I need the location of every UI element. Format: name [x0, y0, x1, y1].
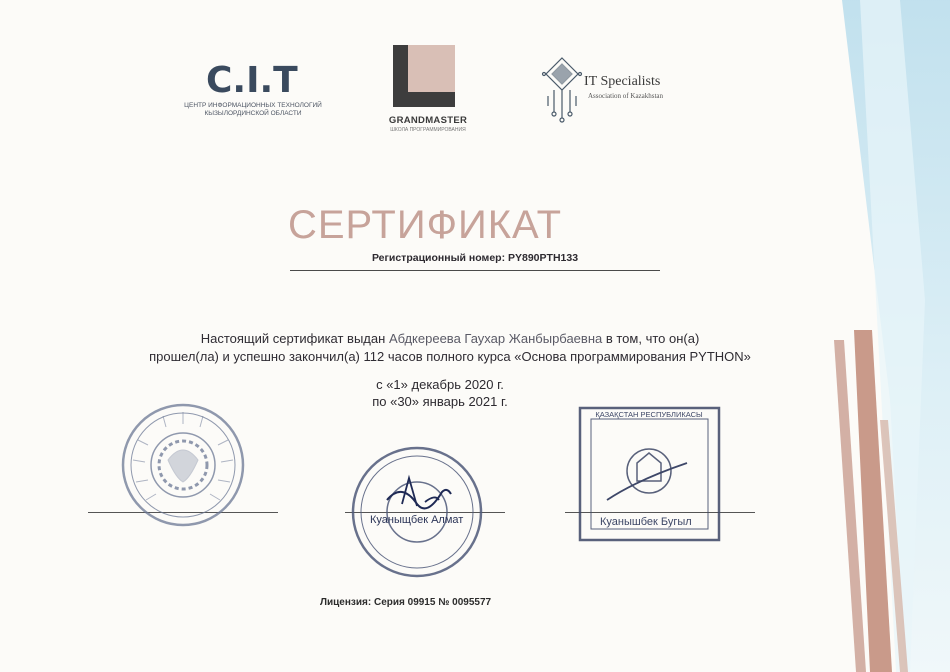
course-dates [330, 376, 550, 410]
certificate-title: СЕРТИФИКАТ [287, 203, 563, 247]
statement-line-2: прошел(ла) и успешно закончил(а) 112 часов полного курса «Основа программирования PYTHON» [149, 349, 751, 364]
middle-signatory-name: Куаныщбек Алмат [370, 514, 464, 526]
left-round-stamp [118, 400, 248, 530]
grandmaster-wordmark: GRANDMASTER [388, 115, 468, 126]
grandmaster-subtitle: ШКОЛА ПРОГРАММИРОВАНИЯ [390, 127, 466, 133]
it-specialists-logo [540, 52, 700, 132]
registration-line [290, 252, 660, 271]
cit-subtitle: ЦЕНТР ИНФОРМАЦИОННЫХ ТЕХНОЛОГИЙ КЫЗЫЛОРДИНСКОЙ ОБЛАСТИ [184, 102, 322, 117]
license-info: Лицензия: Серия 09915 № 0095577 [320, 597, 492, 608]
svg-text:C.I.T: C.I.T [206, 60, 298, 98]
certificate-statement [60, 330, 840, 366]
registration-label: Регистрационный номер: [371, 252, 506, 264]
right-signatory-name: Куанышбек Бугыл [600, 516, 692, 528]
recipient-name: Абдкереева Гаухар Жанбырбаевна [388, 331, 603, 346]
date-to: по «30» январь 2021 г. [372, 394, 508, 409]
date-from: с «1» декабрь 2020 г. [376, 377, 504, 392]
grandmaster-logo [375, 45, 475, 137]
it-specialists-name: IT Specialists [584, 74, 661, 89]
decorative-band [830, 0, 950, 672]
statement-line-1: Настоящий сертификат выдан Абдкереева Гаухар Жанбырбаевна в том, что он(а) [200, 331, 700, 346]
right-stamp-header: ҚАЗАҚСТАН РЕСПУБЛИКАСЫ [595, 410, 703, 419]
registration-number: PY890PTH133 [508, 252, 579, 264]
cit-logo [168, 52, 338, 132]
it-specialists-subtitle: Association of Kazakhstan [588, 92, 664, 100]
middle-round-stamp [347, 442, 487, 582]
